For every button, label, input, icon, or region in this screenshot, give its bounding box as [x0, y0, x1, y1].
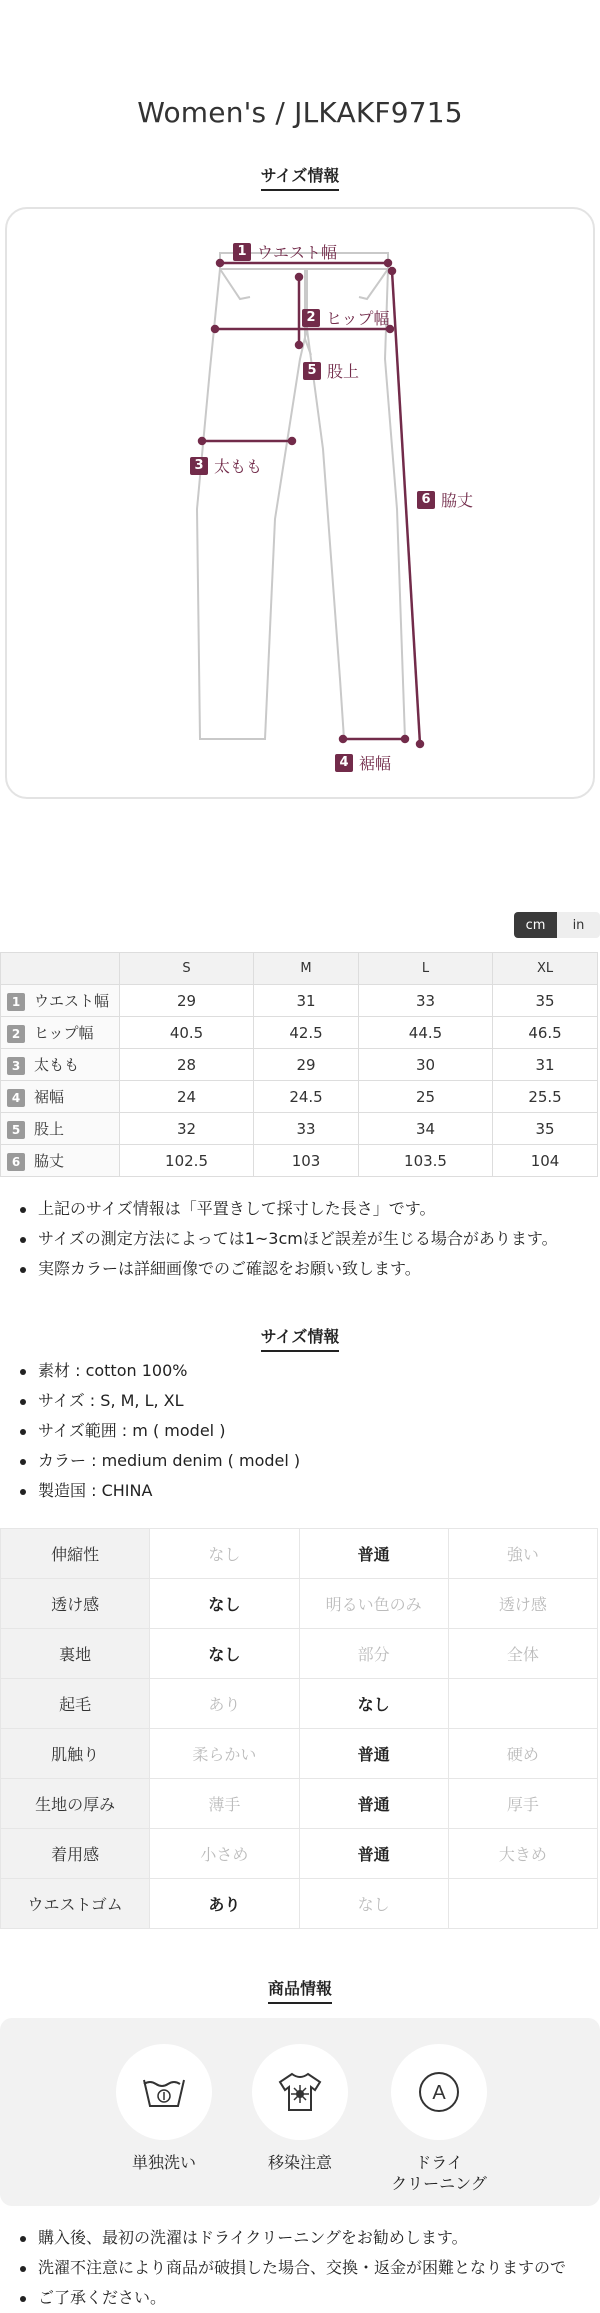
- attribute-option: なし: [150, 1629, 299, 1679]
- list-item: 上記のサイズ情報は「平置きして採寸した長さ」です。: [18, 1194, 558, 1224]
- size-table-header: [1, 953, 598, 985]
- attribute-option: 普通: [299, 1779, 448, 1829]
- attribute-option: [448, 1679, 597, 1729]
- diagram-label-thigh: 3 太もも: [190, 454, 262, 477]
- diagram-label-hip: 2 ヒップ幅: [302, 306, 390, 329]
- product-size-page: [0, 96, 600, 2307]
- size-table: [0, 952, 598, 1177]
- attribute-option: 大きめ: [448, 1829, 597, 1879]
- attribute-option: なし: [299, 1679, 448, 1729]
- size-cell: 42.5: [254, 1017, 359, 1049]
- size-cell: 103.5: [358, 1145, 492, 1177]
- size-row-label: 3 太もも: [1, 1049, 120, 1081]
- diagram-label-outseam: 6 脇丈: [417, 488, 473, 511]
- table-row: [1, 1779, 598, 1829]
- attribute-option: あり: [150, 1879, 299, 1929]
- fabric-attribute-table: [0, 1528, 598, 1929]
- attribute-name: ウエストゴム: [1, 1879, 150, 1929]
- care-label: ドライ クリーニング: [391, 2153, 487, 2193]
- diagram-label-hem: 4 裾幅: [335, 751, 391, 774]
- pants-outline-illustration: [7, 209, 597, 801]
- size-cell: 24: [120, 1081, 254, 1113]
- table-row: [1, 985, 598, 1017]
- size-cell: 28: [120, 1049, 254, 1081]
- attribute-option: 強い: [448, 1529, 597, 1579]
- size-column-header: M: [254, 953, 359, 985]
- attribute-option: なし: [150, 1579, 299, 1629]
- attribute-option: 全体: [448, 1629, 597, 1679]
- size-notes-list: [18, 1194, 558, 1284]
- size-cell: 29: [254, 1049, 359, 1081]
- table-row: [1, 1081, 598, 1113]
- size-column-header: XL: [493, 953, 598, 985]
- size-cell: 104: [493, 1145, 598, 1177]
- product-notes-list: [18, 2223, 566, 2313]
- size-row-label: 4 裾幅: [1, 1081, 120, 1113]
- care-instructions-panel: [0, 2018, 600, 2206]
- care-item-hand-wash: [109, 2044, 219, 2173]
- product-info-heading: 商品情報: [0, 1976, 600, 2004]
- tshirt-dye-transfer-icon: [276, 2070, 324, 2114]
- attribute-option: 厚手: [448, 1779, 597, 1829]
- size-column-header: S: [120, 953, 254, 985]
- size-cell: 32: [120, 1113, 254, 1145]
- list-item: カラー : medium denim ( model ): [18, 1446, 300, 1476]
- attribute-option: 透け感: [448, 1579, 597, 1629]
- attribute-name: 着用感: [1, 1829, 150, 1879]
- page-title: Women's / JLKAKF9715: [137, 96, 463, 129]
- size-cell: 24.5: [254, 1081, 359, 1113]
- unit-toggle: [514, 912, 600, 938]
- pants-size-diagram: [5, 207, 595, 799]
- size-cell: 31: [254, 985, 359, 1017]
- attribute-name: 肌触り: [1, 1729, 150, 1779]
- attribute-option: 薄手: [150, 1779, 299, 1829]
- size-cell: 30: [358, 1049, 492, 1081]
- attribute-option: 普通: [299, 1529, 448, 1579]
- attribute-name: 伸縮性: [1, 1529, 150, 1579]
- table-row: [1, 1679, 598, 1729]
- table-row: [1, 1529, 598, 1579]
- size-column-header: [1, 953, 120, 985]
- attribute-option: 普通: [299, 1829, 448, 1879]
- list-item: 素材 : cotton 100%: [18, 1356, 300, 1386]
- size-cell: 46.5: [493, 1017, 598, 1049]
- attribute-name: 起毛: [1, 1679, 150, 1729]
- list-item: 洗濯不注意により商品が破損した場合、交換・返金が困難となりますので: [18, 2253, 566, 2283]
- list-item: サイズ範囲 : m ( model ): [18, 1416, 300, 1446]
- table-row: [1, 1829, 598, 1879]
- care-label: 単独洗い: [131, 2153, 196, 2172]
- table-row: [1, 1579, 598, 1629]
- diagram-label-waist: 1 ウエスト幅: [233, 240, 337, 263]
- size-cell: 35: [493, 1113, 598, 1145]
- attribute-option: [448, 1879, 597, 1929]
- attribute-option: 柔らかい: [150, 1729, 299, 1779]
- list-item: 購入後、最初の洗濯はドライクリーニングをお勧めします。: [18, 2223, 566, 2253]
- size-cell: 103: [254, 1145, 359, 1177]
- table-row: [1, 1049, 598, 1081]
- attribute-option: 明るい色のみ: [299, 1579, 448, 1629]
- size-cell: 33: [254, 1113, 359, 1145]
- list-item: 実際カラーは詳細画像でのご確認をお願い致します。: [18, 1254, 558, 1284]
- size-row-label: 6 脇丈: [1, 1145, 120, 1177]
- attribute-option: あり: [150, 1679, 299, 1729]
- size-cell: 40.5: [120, 1017, 254, 1049]
- table-row: [1, 1879, 598, 1929]
- attribute-name: 透け感: [1, 1579, 150, 1629]
- size-cell: 25.5: [493, 1081, 598, 1113]
- attribute-option: なし: [299, 1879, 448, 1929]
- svg-text:A: A: [432, 2082, 446, 2104]
- attribute-option: 小さめ: [150, 1829, 299, 1879]
- size-cell: 31: [493, 1049, 598, 1081]
- list-item: サイズ : S, M, L, XL: [18, 1386, 300, 1416]
- attribute-option: 普通: [299, 1729, 448, 1779]
- care-item-dye-transfer: [245, 2044, 355, 2173]
- care-label: 移染注意: [267, 2153, 332, 2172]
- spec-info-heading: サイズ情報: [0, 1324, 600, 1352]
- hand-wash-icon: [140, 2072, 188, 2112]
- attribute-name: 生地の厚み: [1, 1779, 150, 1829]
- size-cell: 33: [358, 985, 492, 1017]
- unit-cm-button[interactable]: cm: [514, 912, 557, 938]
- size-cell: 44.5: [358, 1017, 492, 1049]
- care-item-dry-clean: [384, 2044, 494, 2194]
- attribute-option: なし: [150, 1529, 299, 1579]
- table-row: [1, 1729, 598, 1779]
- size-cell: 34: [358, 1113, 492, 1145]
- attribute-name: 裏地: [1, 1629, 150, 1679]
- size-cell: 35: [493, 985, 598, 1017]
- dry-clean-icon: [417, 2070, 461, 2114]
- size-info-heading: サイズ情報: [0, 163, 600, 191]
- diagram-label-rise: 5 股上: [303, 359, 359, 382]
- size-column-header: L: [358, 953, 492, 985]
- spec-list: [18, 1356, 300, 1506]
- unit-in-button[interactable]: in: [557, 912, 600, 938]
- table-row: [1, 1017, 598, 1049]
- attribute-option: 硬め: [448, 1729, 597, 1779]
- table-row: [1, 1145, 598, 1177]
- size-cell: 25: [358, 1081, 492, 1113]
- size-row-label: 1 ウエスト幅: [1, 985, 120, 1017]
- table-row: [1, 1629, 598, 1679]
- size-row-label: 5 股上: [1, 1113, 120, 1145]
- size-row-label: 2 ヒップ幅: [1, 1017, 120, 1049]
- size-cell: 102.5: [120, 1145, 254, 1177]
- table-row: [1, 1113, 598, 1145]
- list-item: サイズの測定方法によっては1~3cmほど誤差が生じる場合があります。: [18, 1224, 558, 1254]
- attribute-option: 部分: [299, 1629, 448, 1679]
- list-item: 製造国 : CHINA: [18, 1476, 300, 1506]
- list-item: ご了承ください。: [18, 2283, 566, 2313]
- size-cell: 29: [120, 985, 254, 1017]
